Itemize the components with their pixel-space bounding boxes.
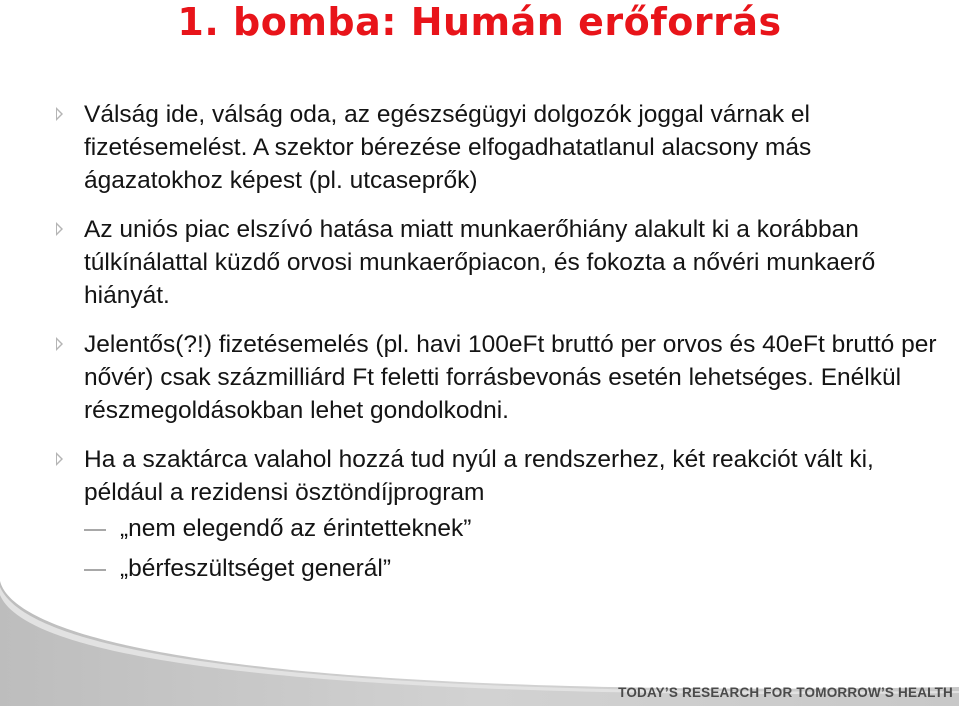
bullet-text: Jelentős(?!) fizetésemelés (pl. havi 100eFt bruttó per orvos és 40eFt bruttó per nővér) csak százmilliárd Ft feletti forrásbevonás esetén lehetséges. Enélkül részmegoldásokban lehet gondolkodni. xyxy=(84,331,937,424)
bullet-text: Az uniós piac elszívó hatása miatt munkaerőhiány alakult ki a korábban túlkínálattal küzdő orvosi munkaerőpiacon, és fokozta a nővéri munkaerő hiányát. xyxy=(84,216,876,309)
bullet-item xyxy=(50,98,940,197)
bullet-item xyxy=(50,328,940,427)
bullet-arrow-icon xyxy=(56,452,63,466)
dash-icon xyxy=(84,529,106,531)
sub-bullet-text: „nem elegendő az érintetteknek” xyxy=(120,515,472,542)
bullet-arrow-icon xyxy=(56,107,63,121)
bullet-item xyxy=(50,443,940,509)
sub-bullet-item xyxy=(50,509,940,549)
bullet-arrow-icon xyxy=(56,337,63,351)
bullet-text: Válság ide, válság oda, az egészségügyi dolgozók joggal várnak el fizetésemelést. A szektor bérezése elfogadhatatlanul alacsony más ágazatokhoz képest (pl. utcaseprők) xyxy=(84,101,812,194)
bullet-text: Ha a szaktárca valahol hozzá tud nyúl a rendszerhez, két reakciót vált ki, például a rezidensi ösztöndíjprogram xyxy=(84,446,874,506)
dash-icon xyxy=(84,569,106,571)
slide-title: 1. bomba: Humán erőforrás xyxy=(177,0,782,44)
sub-bullet-text: „bérfeszültséget generál” xyxy=(120,555,392,582)
slide-body xyxy=(50,98,940,589)
bullet-item xyxy=(50,213,940,312)
bullet-arrow-icon xyxy=(56,222,63,236)
footer-tagline: TODAY’S RESEARCH FOR TOMORROW’S HEALTH xyxy=(618,685,953,700)
